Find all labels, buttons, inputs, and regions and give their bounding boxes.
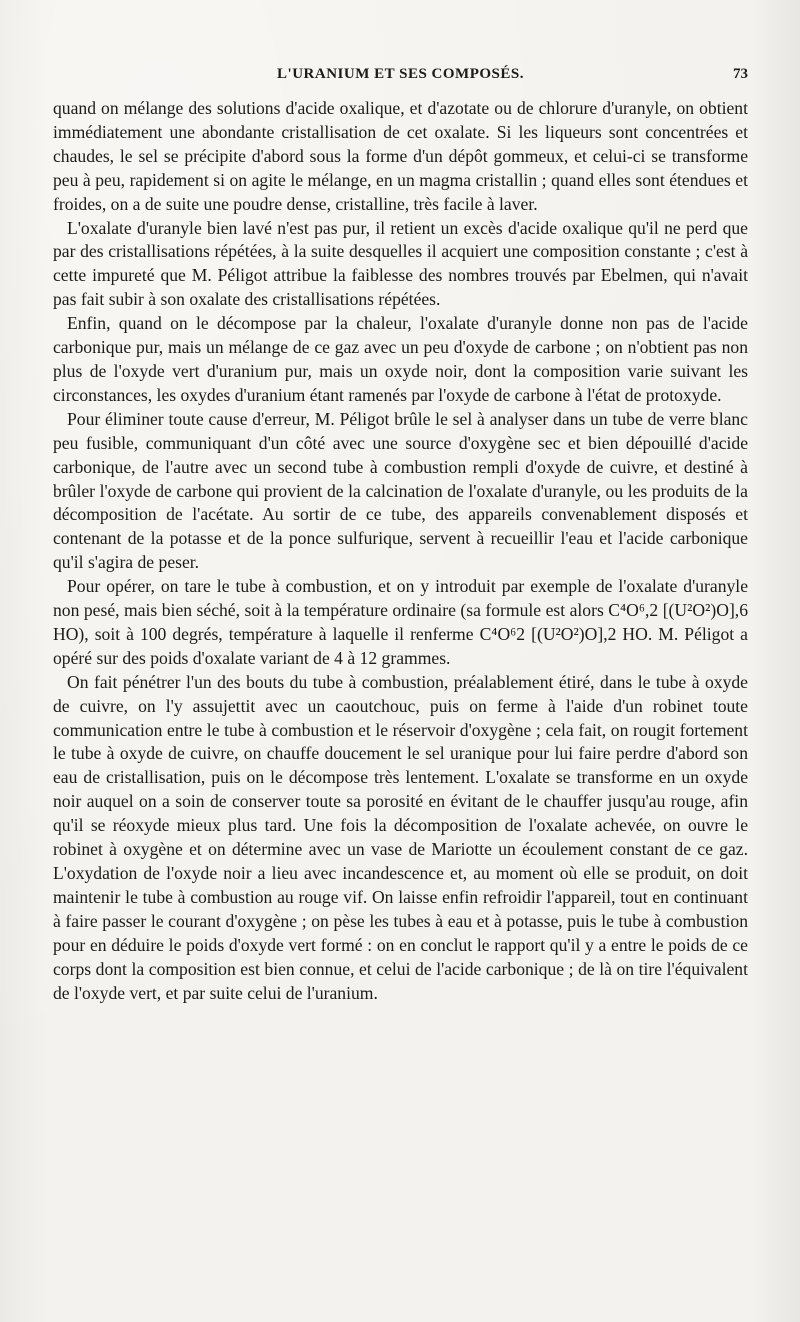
paragraph-5: Pour opérer, on tare le tube à combustion, et on y introduit par exemple de l'oxalate d'uranyle non pesé, mais bien séché, soit à la température ordinaire (sa formule est alors C⁴O⁶,2 [(U²O²)O],6 HO), soit à 100 degrés, température à laquelle il renferme C⁴O⁶2 [(U²O²)O],2 HO. M. Péligot a opéré sur des poids d'oxalate variant de 4 à 12 grammes.: [53, 576, 748, 668]
paragraph-1: quand on mélange des solutions d'acide oxalique, et d'azotate ou de chlorure d'uranyle, on obtient immédiatement une abondante cristallisation de cet oxalate. Si les liqueurs sont concentrées et chaudes, le sel se précipite d'abord sous la forme d'un dépôt gommeux, et celui-ci se transforme peu à peu, rapidement si on agite le mélange, en un magma cristallin ; quand elles sont étendues et froides, on a de suite une poudre dense, cristalline, très facile à laver.: [53, 98, 748, 214]
paragraph-6: On fait pénétrer l'un des bouts du tube à combustion, préalablement étiré, dans le tube à oxyde de cuivre, on l'y assujettit avec un caoutchouc, puis on ferme à l'aide d'un robinet toute communication entre le tube à combustion et le réservoir d'oxygène ; cela fait, on rougit fortement le tube à oxyde de cuivre, on chauffe doucement le sel uranique pour lui faire perdre d'abord son eau de cristallisation, puis on le décompose très lentement. L'oxalate se transforme en un oxyde noir auquel on a soin de conserver toute sa porosité en évitant de le chauffer jusqu'au rouge, afin qu'il se réoxyde mieux plus tard. Une fois la décomposition de l'oxalate achevée, on ouvre le robinet à oxygène et on détermine avec un vase de Mariotte un écoulement constant de ce gaz. L'oxydation de l'oxyde noir a lieu avec incandescence et, au moment où elle se produit, on doit maintenir le tube à combustion au rouge vif. On laisse enfin refroidir l'appareil, tout en continuant à faire passer le courant d'oxygène ; on pèse les tubes à eau et à potasse, puis le tube à combustion pour en déduire le poids d'oxyde vert formé : on en conclut le rapport qu'il y a entre le poids de ce corps dont la composition est bien connue, et celui de l'acide carbonique ; de là on tire l'équivalent de l'oxyde vert, et par suite celui de l'uranium.: [53, 671, 748, 1003]
running-title: L'URANIUM ET SES COMPOSÉS.: [277, 66, 524, 82]
paragraph-3: Enfin, quand on le décompose par la chaleur, l'oxalate d'uranyle donne non pas de l'acide carbonique pur, mais un mélange de ce gaz avec un peu d'oxyde de carbone ; on n'obtient pas non plus de l'oxyde vert d'uranium pur, mais un oxyde noir, dont la composition varie suivant les circonstances, les oxydes d'uranium étant ramenés par l'oxyde de carbone à l'état de protoxyde.: [53, 313, 748, 405]
page-number: 73: [733, 66, 748, 82]
paragraph-2: L'oxalate d'uranyle bien lavé n'est pas pur, il retient un excès d'acide oxalique qu'il ne perd que par des cristallisations répétées, à la suite desquelles il acquiert une composition constante ; c'est à cette impureté que M. Péligot attribue la faiblesse des nombres trouvés par Ebelmen, qui n'avait pas fait subir à son oxalate des cristallisations répétées.: [53, 217, 748, 310]
body-text: [53, 97, 748, 1005]
paragraph-4: Pour éliminer toute cause d'erreur, M. Péligot brûle le sel à analyser dans un tube de verre blanc peu fusible, communiquant d'un côté avec une source d'oxygène sec et bien dépouillé d'acide carbonique, de l'autre avec un second tube à combustion rempli d'oxyde de cuivre, et destiné à brûler l'oxyde de carbone qui provient de la calcination de l'oxalate d'uranyle, ou les produits de la décomposition de l'acétate. Au sortir de ce tube, des appareils convenablement disposés et contenant de la potasse et de la ponce sulfurique, servent à recueillir l'eau et l'acide carbonique qu'il s'agira de peser.: [53, 408, 748, 573]
page-header: [53, 66, 748, 90]
